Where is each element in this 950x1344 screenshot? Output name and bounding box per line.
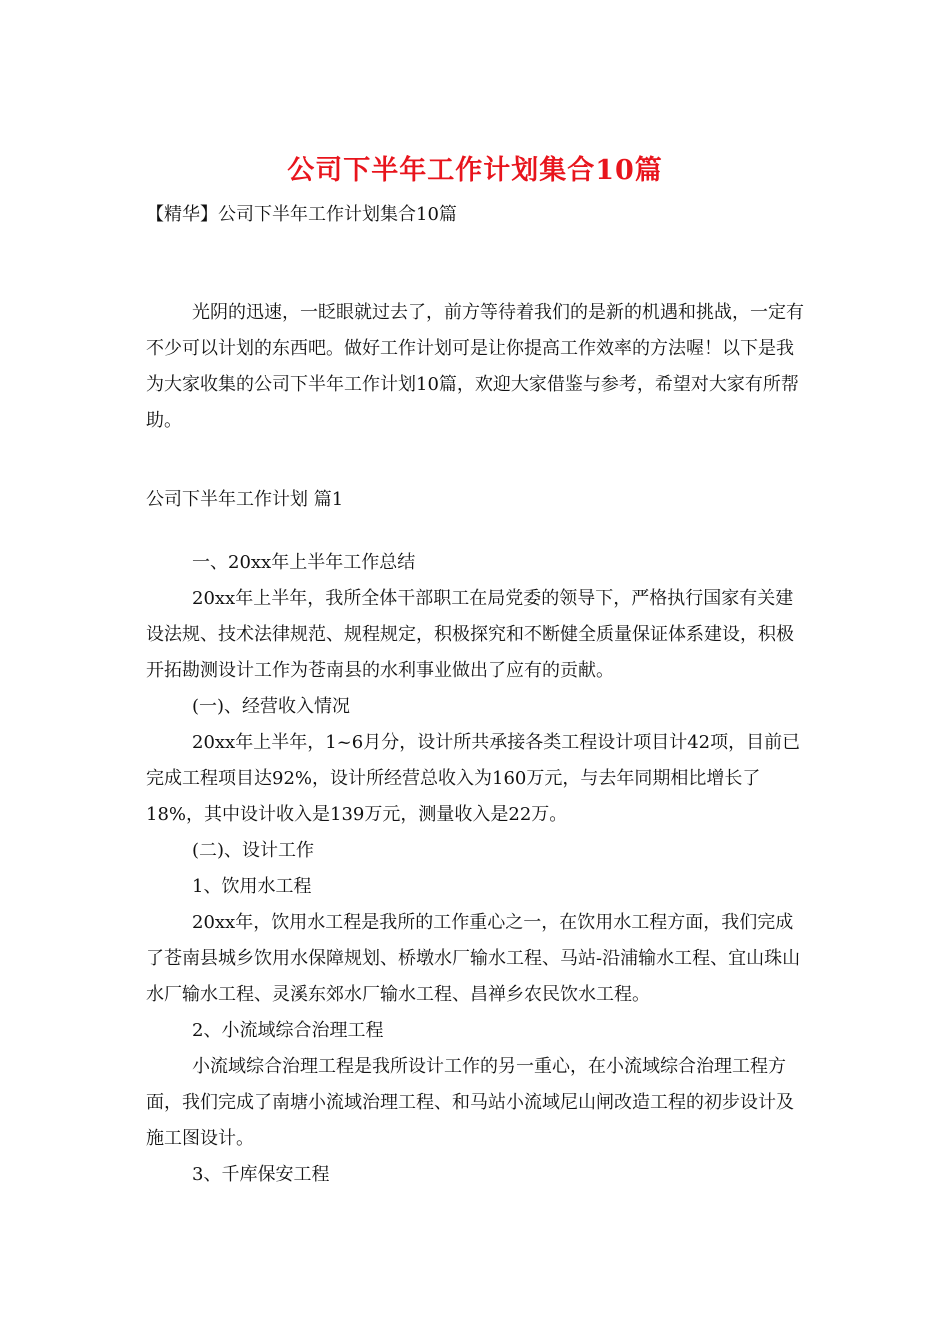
- paragraph-reservoir-heading: 3、千库保安工程: [192, 1164, 330, 1185]
- paragraph-watershed: 小流域综合治理工程是我所设计工作的另一重心，在小流域综合治理工程方面，我们完成了南塘小流域治理工程、和马站小流域尼山闸改造工程的初步设计及施工图设计。: [146, 1056, 794, 1149]
- paragraph-water: 20xx年，饮用水工程是我所的工作重心之一，在饮用水工程方面，我们完成了苍南县城乡饮用水保障规划、桥墩水厂输水工程、马站-沿浦输水工程、宜山珠山水厂输水工程、灵溪东郊水厂输水工程、昌禅乡农民饮水工程。: [146, 912, 801, 1005]
- paragraph-design-heading: (二)、设计工作: [192, 840, 315, 861]
- paragraph-income-heading: (一)、经营收入情况: [192, 696, 351, 717]
- paragraph-summary-heading: 一、20xx年上半年工作总结: [192, 552, 416, 573]
- paragraph-summary: 20xx年上半年，我所全体干部职工在局党委的领导下，严格执行国家有关建设法规、技术法律规范、规程规定，积极探究和不断健全质量保证体系建设，积极开拓勘测设计工作为苍南县的水利事业做出了应有的贡献。: [146, 588, 794, 681]
- paragraph-income: 20xx年上半年，1~6月分，设计所共承接各类工程设计项目计42项，目前已完成工程项目达92%，设计所经营总收入为160万元，与去年同期相比增长了18%，其中设计收入是139万元，测量收入是22万。: [146, 732, 801, 825]
- document-subtitle: 【精华】公司下半年工作计划集合10篇: [146, 204, 457, 225]
- intro-paragraph: 光阴的迅速，一眨眼就过去了，前方等待着我们的是新的机遇和挑战，一定有不少可以计划的东西吧。做好工作计划可是让你提高工作效率的方法喔！以下是我为大家收集的公司下半年工作计划10篇，欢迎大家借鉴与参考，希望对大家有所帮助。: [146, 302, 804, 431]
- section-body: [146, 545, 811, 1193]
- section-heading: 公司下半年工作计划 篇1: [146, 489, 344, 510]
- paragraph-watershed-heading: 2、小流域综合治理工程: [192, 1020, 384, 1041]
- intro-section: [146, 295, 811, 439]
- document-title: 公司下半年工作计划集合10篇: [287, 155, 663, 186]
- paragraph-water-heading: 1、饮用水工程: [192, 876, 312, 897]
